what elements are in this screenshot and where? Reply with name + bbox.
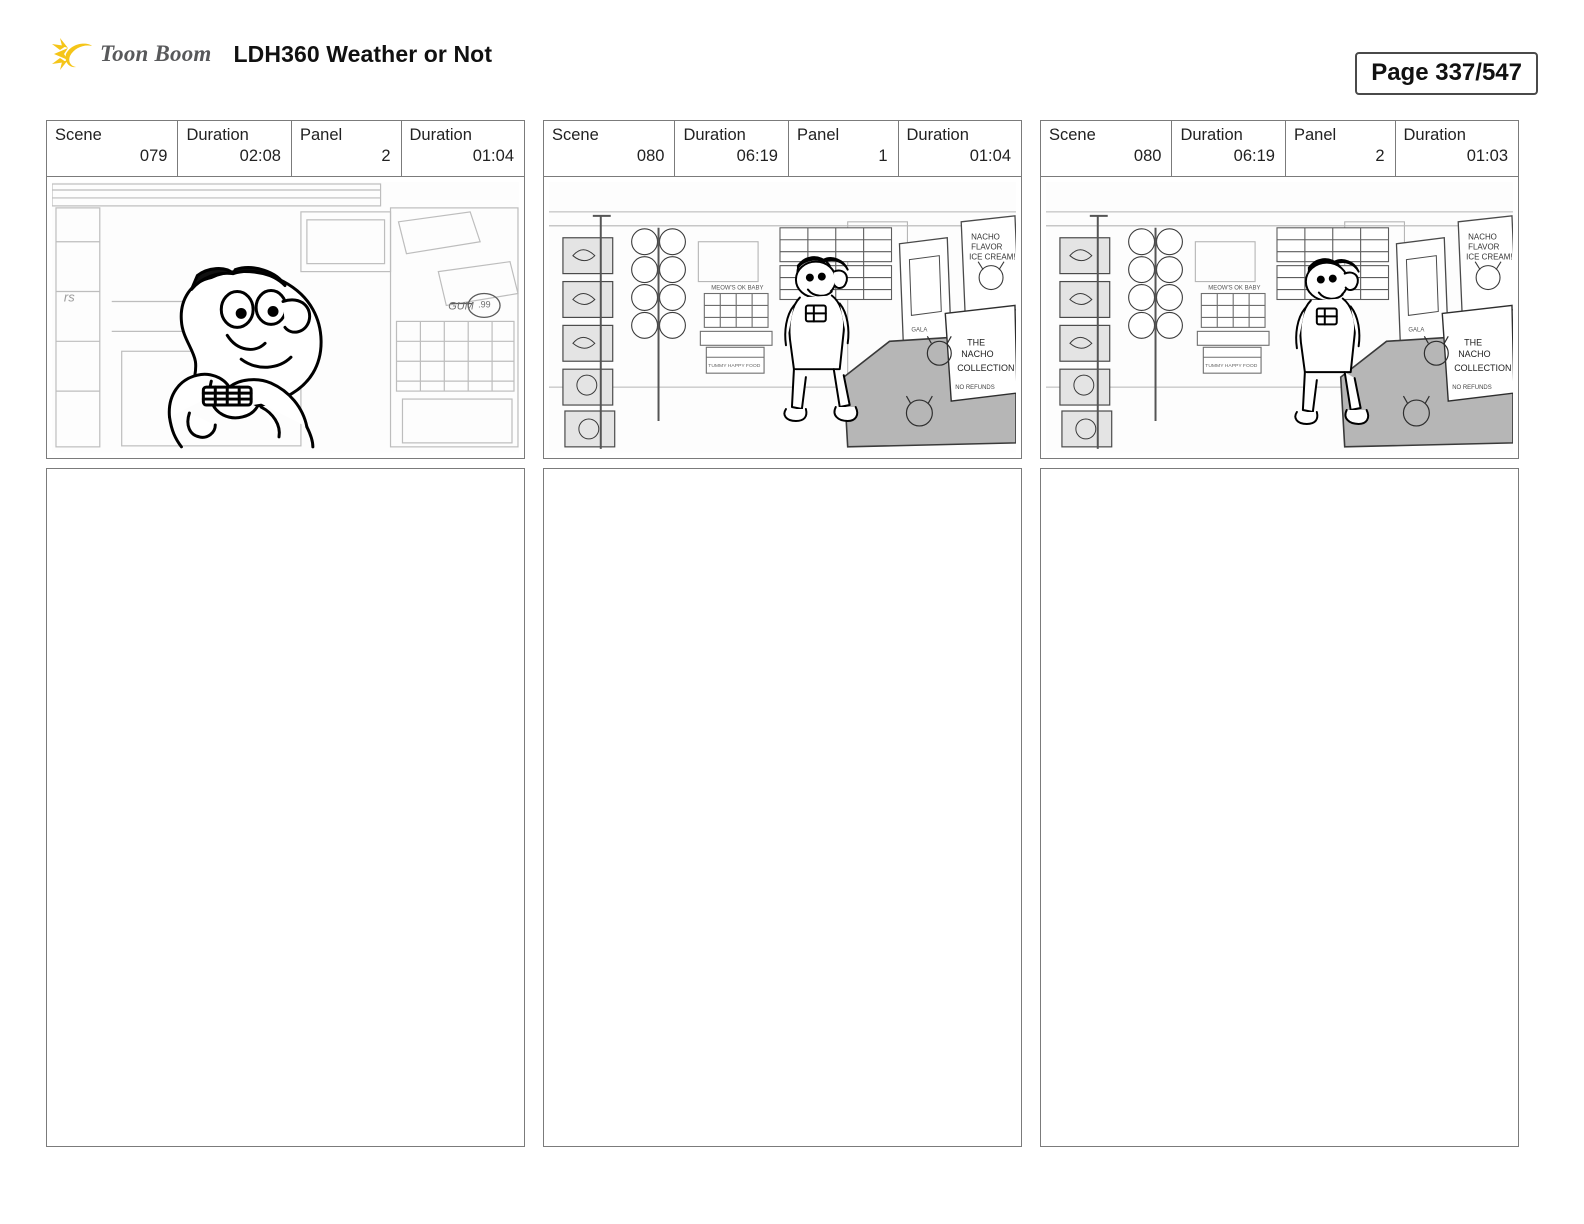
panel-label: Panel <box>796 126 840 144</box>
scene-label: Scene <box>552 126 599 144</box>
scene-cell <box>1041 121 1172 176</box>
svg-text:COLLECTION: COLLECTION <box>957 363 1015 374</box>
svg-text:ICE CREAM!: ICE CREAM! <box>969 252 1016 262</box>
svg-text:GALA: GALA <box>911 327 928 334</box>
panel-image-box <box>46 177 525 459</box>
panel-label: Panel <box>299 126 343 144</box>
panel-duration-cell <box>899 121 1021 176</box>
svg-text:ICE CREAM!: ICE CREAM! <box>1466 252 1513 262</box>
storyboard-panel-2 <box>543 120 1022 1147</box>
panel-info-table <box>1040 120 1519 177</box>
panel-duration-cell <box>1396 121 1518 176</box>
panel-duration-label: Duration <box>409 126 472 144</box>
svg-text:.99: .99 <box>478 299 491 310</box>
page-header <box>0 0 1584 108</box>
svg-text:NACHO: NACHO <box>971 232 1000 242</box>
panel-duration-value: 01:04 <box>969 147 1011 165</box>
svg-text:NACHO: NACHO <box>1468 232 1497 242</box>
scene-duration-label: Duration <box>683 126 746 144</box>
panel-cell <box>1286 121 1396 176</box>
panel-duration-cell <box>402 121 524 176</box>
panel-duration-value: 01:04 <box>472 147 514 165</box>
panel-label: Panel <box>1293 126 1337 144</box>
svg-text:TUMMY HAPPY FOOD: TUMMY HAPPY FOOD <box>708 364 761 370</box>
storyboard-panel-3 <box>1040 120 1519 1147</box>
svg-text:FLAVOR: FLAVOR <box>1468 242 1500 252</box>
svg-text:GUM: GUM <box>448 300 474 313</box>
svg-text:THE: THE <box>967 337 986 348</box>
svg-text:THE: THE <box>1464 337 1483 348</box>
panel-duration-label: Duration <box>1403 126 1466 144</box>
svg-text:NACHO: NACHO <box>961 349 994 360</box>
scene-duration-value: 06:19 <box>1233 147 1275 165</box>
panel-info-table <box>46 120 525 177</box>
scene-cell <box>544 121 675 176</box>
panel-cell <box>292 121 402 176</box>
panel-notes-box[interactable] <box>46 468 525 1147</box>
scene-duration-value: 06:19 <box>736 147 778 165</box>
svg-text:NO REFUNDS: NO REFUNDS <box>955 385 995 392</box>
panel-value: 2 <box>1375 147 1385 165</box>
panel-duration-value: 01:03 <box>1466 147 1508 165</box>
panel-image-box <box>543 177 1022 459</box>
brand-name: Toon Boom <box>100 41 212 66</box>
svg-text:GALA: GALA <box>1408 327 1425 334</box>
scene-cell <box>47 121 178 176</box>
scene-duration-value: 02:08 <box>239 147 281 165</box>
panel-value: 1 <box>878 147 888 165</box>
panel-cell <box>789 121 899 176</box>
panel-artwork-3 <box>1046 182 1513 453</box>
document-title: LDH360 Weather or Not <box>233 40 493 67</box>
scene-value: 080 <box>1133 147 1162 165</box>
svg-text:COLLECTION: COLLECTION <box>1454 363 1512 374</box>
svg-text:MEOW'S OK BABY: MEOW'S OK BABY <box>1208 285 1261 292</box>
sunburst-icon <box>48 34 94 74</box>
svg-text:rs: rs <box>63 289 75 305</box>
panel-notes-box[interactable] <box>543 468 1022 1147</box>
svg-text:FLAVOR: FLAVOR <box>971 242 1003 252</box>
svg-text:NACHO: NACHO <box>1458 349 1491 360</box>
svg-text:NO REFUNDS: NO REFUNDS <box>1452 385 1492 392</box>
svg-text:MEOW'S OK BABY: MEOW'S OK BABY <box>711 285 764 292</box>
scene-value: 080 <box>636 147 665 165</box>
storyboard-panel-1 <box>46 120 525 1147</box>
panel-artwork-2 <box>549 182 1016 453</box>
svg-text:TUMMY HAPPY FOOD: TUMMY HAPPY FOOD <box>1205 364 1258 370</box>
scene-label: Scene <box>55 126 102 144</box>
scene-duration-label: Duration <box>186 126 249 144</box>
scene-duration-label: Duration <box>1180 126 1243 144</box>
storyboard-columns <box>46 120 1538 1147</box>
panel-image-box <box>1040 177 1519 459</box>
panel-artwork-1 <box>52 182 519 453</box>
panel-value: 2 <box>381 147 391 165</box>
panel-info-table <box>543 120 1022 177</box>
panel-notes-box[interactable] <box>1040 468 1519 1147</box>
brand <box>48 34 212 74</box>
scene-label: Scene <box>1049 126 1096 144</box>
page-indicator: Page 337/547 <box>1355 52 1538 95</box>
scene-duration-cell <box>178 121 292 176</box>
scene-duration-cell <box>1172 121 1286 176</box>
scene-duration-cell <box>675 121 789 176</box>
panel-duration-label: Duration <box>906 126 969 144</box>
scene-value: 079 <box>139 147 168 165</box>
